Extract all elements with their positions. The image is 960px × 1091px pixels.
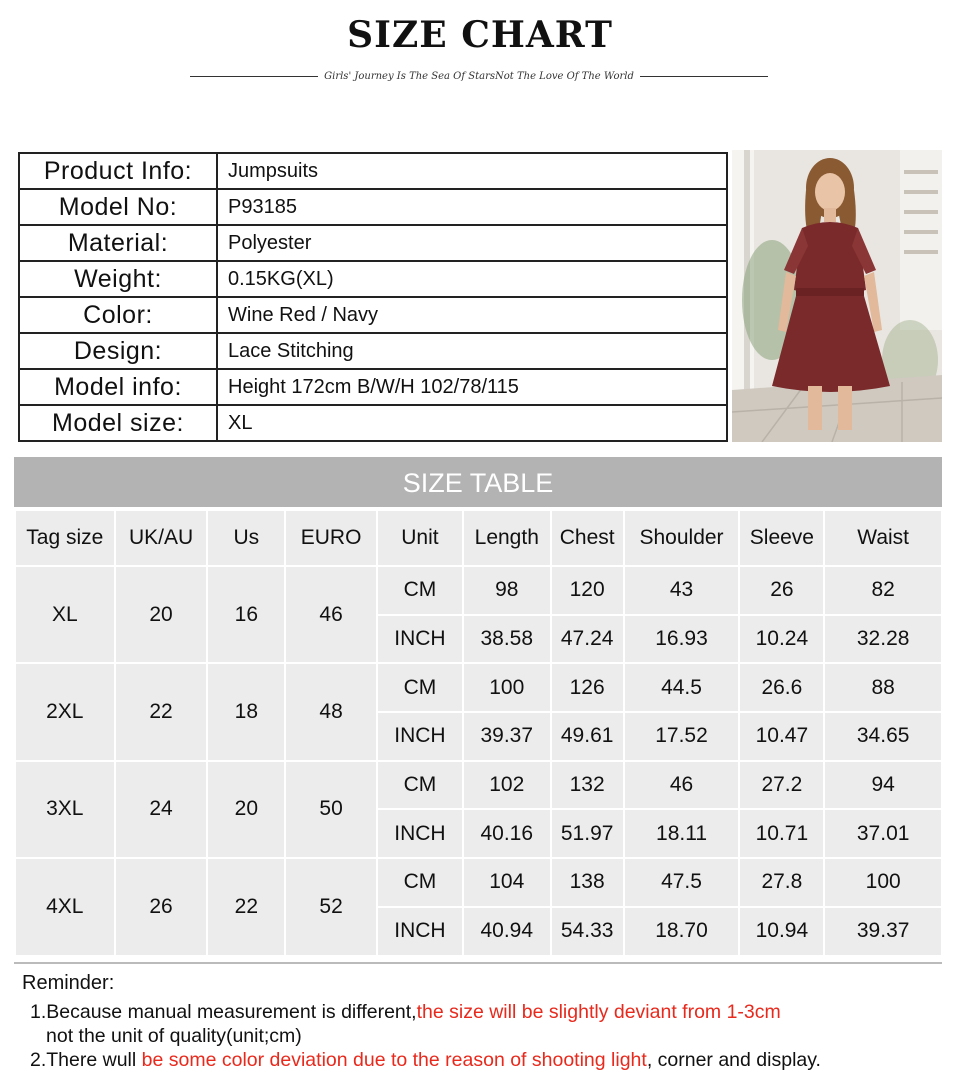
chest-cell: 120 (551, 566, 624, 615)
waist-cell: 100 (824, 858, 942, 907)
info-value: Jumpsuits (217, 153, 727, 189)
info-value: XL (217, 405, 727, 441)
column-header: Shoulder (624, 510, 740, 566)
info-row (19, 369, 727, 405)
info-row (19, 405, 727, 441)
length-cell: 40.94 (463, 907, 551, 956)
tag-size-cell: XL (15, 566, 115, 663)
unit-cell: INCH (377, 712, 463, 761)
waist-cell: 37.01 (824, 809, 942, 858)
euro-size-cell: 46 (285, 566, 377, 663)
unit-cell: CM (377, 566, 463, 615)
divider-right (640, 76, 768, 77)
info-label: Material: (19, 225, 217, 261)
sleeve-cell: 10.47 (739, 712, 824, 761)
shoulder-cell: 17.52 (624, 712, 740, 761)
info-label: Product Info: (19, 153, 217, 189)
reminder-text: 2.There wull (30, 1049, 142, 1071)
tag-size-cell: 2XL (15, 663, 115, 760)
unit-cell: INCH (377, 809, 463, 858)
waist-cell: 34.65 (824, 712, 942, 761)
title-subline (190, 67, 768, 85)
reminder-highlight: be some color deviation due to the reason of shooting light (141, 1049, 647, 1071)
info-value: Wine Red / Navy (217, 297, 727, 333)
shoulder-cell: 18.70 (624, 907, 740, 956)
waist-cell: 32.28 (824, 615, 942, 664)
model-illustration (732, 150, 942, 442)
length-cell: 102 (463, 761, 551, 810)
column-header: Us (207, 510, 285, 566)
chest-cell: 51.97 (551, 809, 624, 858)
info-row (19, 297, 727, 333)
euro-size-cell: 48 (285, 663, 377, 760)
reminder-line-1 (30, 1001, 781, 1024)
shoulder-cell: 47.5 (624, 858, 740, 907)
length-cell: 38.58 (463, 615, 551, 664)
table-row (15, 663, 942, 712)
column-header: Length (463, 510, 551, 566)
info-value: Lace Stitching (217, 333, 727, 369)
column-header: UK/AU (115, 510, 208, 566)
size-table-title: SIZE TABLE (14, 457, 942, 507)
chest-cell: 54.33 (551, 907, 624, 956)
table-row (15, 858, 942, 907)
chest-cell: 126 (551, 663, 624, 712)
chest-cell: 47.24 (551, 615, 624, 664)
page-title: SIZE CHART (347, 14, 613, 56)
info-value: Height 172cm B/W/H 102/78/115 (217, 369, 727, 405)
info-label: Color: (19, 297, 217, 333)
size-table-header-row (15, 510, 942, 566)
waist-cell: 88 (824, 663, 942, 712)
chest-cell: 132 (551, 761, 624, 810)
length-cell: 40.16 (463, 809, 551, 858)
sleeve-cell: 27.8 (739, 858, 824, 907)
uk-size-cell: 22 (115, 663, 208, 760)
info-label: Weight: (19, 261, 217, 297)
column-header: Sleeve (739, 510, 824, 566)
table-row (15, 566, 942, 615)
shoulder-cell: 46 (624, 761, 740, 810)
reminder-text: 1.Because manual measurement is different, (30, 1001, 417, 1023)
product-info-table (18, 152, 728, 442)
tag-size-cell: 4XL (15, 858, 115, 955)
unit-cell: CM (377, 663, 463, 712)
info-row (19, 261, 727, 297)
reminder-line-2 (30, 1049, 821, 1072)
reminder-divider (14, 962, 942, 964)
length-cell: 39.37 (463, 712, 551, 761)
column-header: Waist (824, 510, 942, 566)
size-table (14, 509, 943, 957)
info-value: Polyester (217, 225, 727, 261)
reminder-highlight: the size will be slightly deviant from 1-3cm (416, 1001, 781, 1023)
waist-cell: 94 (824, 761, 942, 810)
info-label: Model No: (19, 189, 217, 225)
sleeve-cell: 27.2 (739, 761, 824, 810)
chest-cell: 49.61 (551, 712, 624, 761)
us-size-cell: 16 (207, 566, 285, 663)
uk-size-cell: 26 (115, 858, 208, 955)
sleeve-cell: 10.94 (739, 907, 824, 956)
length-cell: 104 (463, 858, 551, 907)
column-header: Tag size (15, 510, 115, 566)
info-value: 0.15KG(XL) (217, 261, 727, 297)
sleeve-cell: 10.71 (739, 809, 824, 858)
column-header: Chest (551, 510, 624, 566)
divider-left (190, 76, 318, 77)
info-row (19, 189, 727, 225)
waist-cell: 39.37 (824, 907, 942, 956)
shoulder-cell: 43 (624, 566, 740, 615)
info-row (19, 333, 727, 369)
unit-cell: INCH (377, 615, 463, 664)
table-row (15, 761, 942, 810)
unit-cell: CM (377, 761, 463, 810)
tag-size-cell: 3XL (15, 761, 115, 858)
info-value: P93185 (217, 189, 727, 225)
unit-cell: CM (377, 858, 463, 907)
column-header: Unit (377, 510, 463, 566)
tagline: Girls' Journey Is The Sea Of StarsNot The Love Of The World (324, 70, 634, 82)
length-cell: 98 (463, 566, 551, 615)
shoulder-cell: 16.93 (624, 615, 740, 664)
info-label: Model size: (19, 405, 217, 441)
uk-size-cell: 20 (115, 566, 208, 663)
sleeve-cell: 26 (739, 566, 824, 615)
us-size-cell: 20 (207, 761, 285, 858)
uk-size-cell: 24 (115, 761, 208, 858)
model-photo (732, 150, 942, 442)
us-size-cell: 18 (207, 663, 285, 760)
sleeve-cell: 10.24 (739, 615, 824, 664)
reminder-text: , corner and display. (646, 1049, 821, 1071)
info-label: Design: (19, 333, 217, 369)
us-size-cell: 22 (207, 858, 285, 955)
chest-cell: 138 (551, 858, 624, 907)
column-header: EURO (285, 510, 377, 566)
info-row (19, 153, 727, 189)
info-row (19, 225, 727, 261)
unit-cell: INCH (377, 907, 463, 956)
reminder-line-1b: not the unit of quality(unit;cm) (46, 1025, 302, 1047)
length-cell: 100 (463, 663, 551, 712)
reminder-title: Reminder: (22, 972, 115, 994)
shoulder-cell: 18.11 (624, 809, 740, 858)
sleeve-cell: 26.6 (739, 663, 824, 712)
euro-size-cell: 50 (285, 761, 377, 858)
info-label: Model info: (19, 369, 217, 405)
euro-size-cell: 52 (285, 858, 377, 955)
shoulder-cell: 44.5 (624, 663, 740, 712)
waist-cell: 82 (824, 566, 942, 615)
